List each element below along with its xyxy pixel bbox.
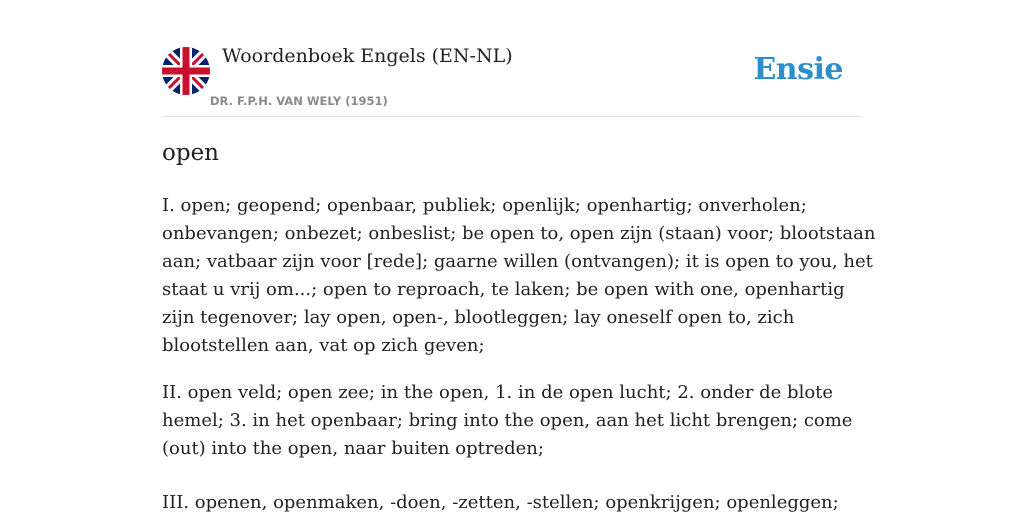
headword: open xyxy=(162,140,219,166)
definition-1: I. open; geopend; openbaar, publiek; openlijk; openhartig; onverholen; onbevangen; onbezet; onbeslist; be open to, open zijn (staan) voor; blootstaan aan; vatbaar zijn voor [rede]; gaarne willen (ontvangen); it is open to you, het staat u vrij om...; open to reproach, te laken; be open with one, openhartig zijn tegenover; lay open, open-, blootleggen; lay oneself open to, zich blootstellen aan, vat op zich geven; xyxy=(162,195,876,356)
uk-flag-icon xyxy=(162,47,210,95)
definition-2: II. open veld; open zee; in the open, 1. in de open lucht; 2. onder de blote hemel; 3. in het openbaar; bring into the open, aan het licht brengen; come (out) into the open, naar buiten optreden; xyxy=(162,382,853,459)
definition-3: III. openen, openmaken, -doen, -zetten, -stellen; openkrijgen; openleggen; xyxy=(162,492,839,512)
dictionary-header xyxy=(162,44,862,117)
dictionary-title[interactable]: Woordenboek Engels (EN-NL) xyxy=(222,45,513,67)
ensie-logo[interactable]: Ensie xyxy=(753,52,843,87)
dictionary-author: DR. F.P.H. VAN WELY (1951) xyxy=(210,94,388,108)
